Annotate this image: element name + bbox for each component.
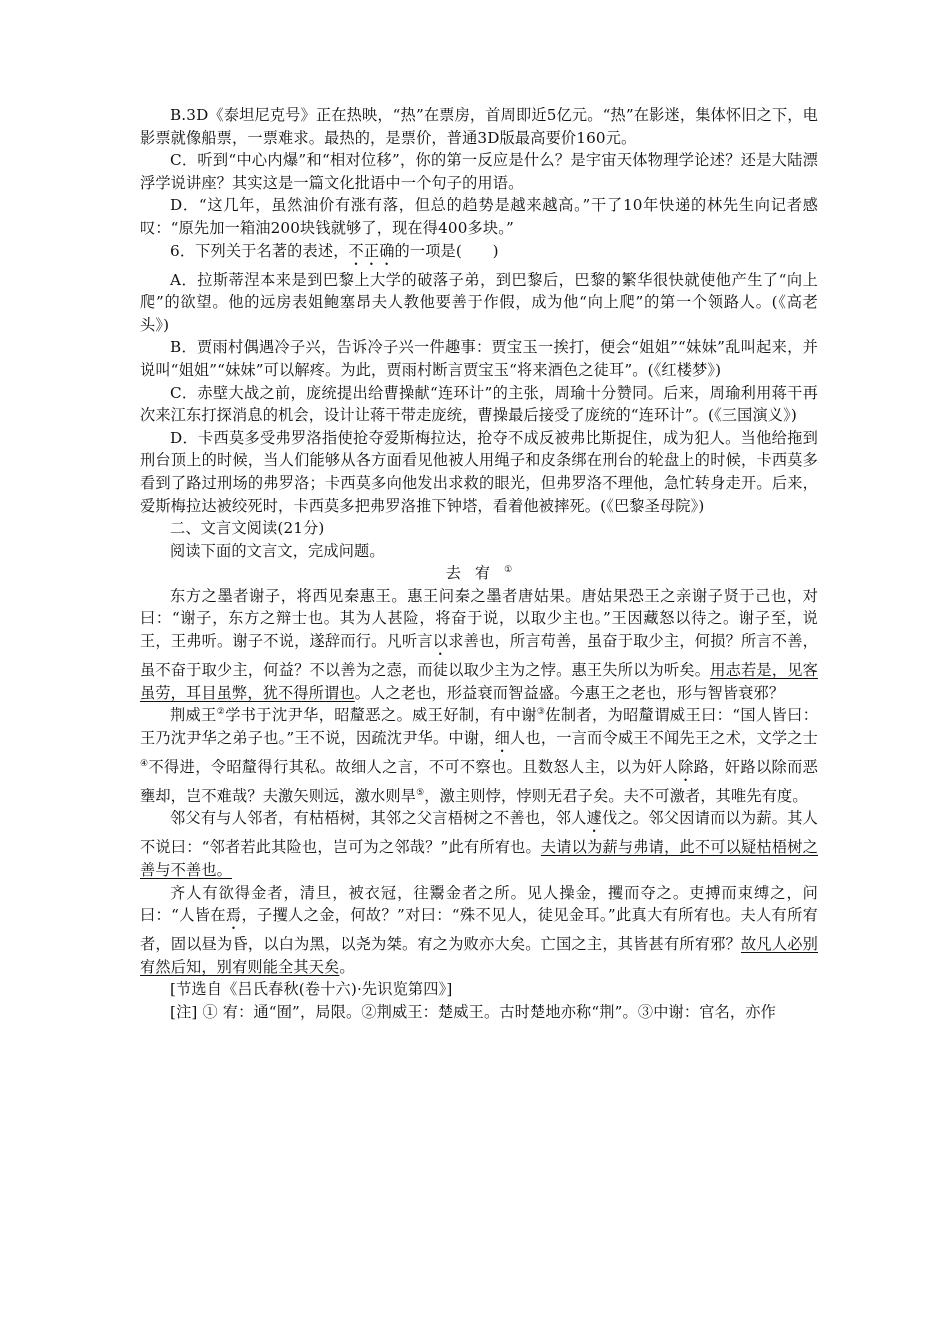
- instruction: 阅读下面的文言文，完成问题。: [170, 541, 385, 560]
- q6-stem: 6．下列关于名著的表述，不正确的一项是( ): [170, 241, 499, 260]
- passage-para-2: 荆威王②学书于沈尹华，昭釐恶之。威王好制，有中谢③佐制者，为昭釐谓威王曰：“国人皆曰：王乃沈尹华之弟子也。”王不说，因疏沈尹华。中谢，细人也，一言而令威王不闻先王之术，文学之士④不得进，令昭釐得行其私。故细人之言，不可不察也。且数怒人主，以为奸人除路，奸路以除而恶壅却，岂不难哉？夫激矢则远，激水则旱⑤，激主则悖，悖则无君子矣。夫不可激者，其唯先有度。: [140, 706, 819, 805]
- q6-option-c: C．赤壁大战之前，庞统提出给曹操献“连环计”的主张，周瑜十分赞同。后来，周瑜利用蒋干再次来江东打探消息的机会，设计让蒋干带走庞统，曹操最后接受了庞统的“连环计”。(《三国演义》): [140, 383, 818, 425]
- emphasis-dot-text: 不正确: [348, 241, 395, 260]
- source-citation: [节选自《吕氏春秋(卷十六)·先识览第四》]: [170, 980, 453, 999]
- footnote-ref: ①: [504, 565, 513, 576]
- q6-option-d: D．卡西莫多受弗罗洛指使抢夺爱斯梅拉达，抢夺不成反被弗比斯捉住，成为犯人。当他给拖到刑台顶上的时候，当人们能够从各方面看见他被人用绳子和皮条绑在刑台的轮盘上的时候，卡西莫多看到了路过刑场的弗罗洛；卡西莫多向他发出求救的眼光，但弗罗洛不理他，急忙转身走开。后来，爱斯梅拉达被绞死时，卡西莫多把弗罗洛推下钟塔，看着他被摔死。(《巴黎圣母院》): [140, 428, 818, 515]
- underlined-sentence: 夫请以为薪与弗请，此不可以疑枯梧树之善与不善也。: [140, 838, 818, 880]
- q5-option-b: B.3D《泰坦尼克号》正在热映，“热”在票房，首周即近5亿元。“热”在影迷，集体怀旧之下，电影票就像船票，一票难求。最热的，是票价，普通3D版最高要价160元。: [140, 106, 818, 147]
- passage-title: 去宥①: [445, 564, 513, 583]
- passage-para-3: 邻父有与人邻者，有枯梧树，其邻之父言梧树之不善也，邻人遽伐之。邻父因请而以为薪。其人不说曰：“邻者若此其险也，岂可为之邻哉？”此有所宥也。夫请以为薪与弗请，此不可以疑枯梧树之善与不善也。: [140, 809, 818, 880]
- section-heading: 二、文言文阅读(21分): [170, 519, 325, 538]
- underlined-sentence: 故凡人必别宥然后知，别宥则能全其天矣: [140, 935, 818, 976]
- passage-para-4: 齐人有欲得金者，清旦，被衣冠，往鬻金者之所。见人操金，攫而夺之。吏搏而束缚之，问曰：“人皆在焉，子攫人之金，何故？”对曰：“殊不见人，徒见金耳。”此真大有所宥也。夫人有所宥者，固以昼为昏，以白为黑，以尧为桀。宥之为败亦大矣。亡国之主，其皆甚有所宥邪？故凡人必别宥然后知，别宥则能全其天矣。: [140, 883, 818, 976]
- q5-option-c: C．听到“中心内爆”和“相对位移”，你的第一反应是什么？是宇宙天体物理学论述？还是大陆漂浮学说讲座？其实这是一篇文化批语中一个句子的用语。: [140, 151, 818, 192]
- footnotes: [注] ① 宥：通“囿”，局限。②荆威王：楚威王。古时楚地亦称“荆”。③中谢：官名，亦作: [170, 1003, 776, 1021]
- q5-option-d: D．“这几年，虽然油价有涨有落，但总的趋势是越来越高。”干了10年快递的林先生向记者感叹：“原先加一箱油200块钱就够了，现在得400多块。”: [140, 196, 818, 237]
- q6-option-a: A．拉斯蒂涅本来是到巴黎上大学的破落子弟，到巴黎后，巴黎的繁华很快就使他产生了“向上爬”的欲望。他的远房表姐鲍塞昂夫人教他要善于作假，成为他“向上爬”的第一个领路人。(《高老头》): [140, 270, 818, 334]
- q6-option-b: B．贾雨村偶遇冷子兴，告诉冷子兴一件趣事：贾宝玉一挨打，便会“姐姐”“妹妹”乱叫起来，并说叫“姐姐”“妹妹”可以解疼。为此，贾雨村断言贾宝玉“将来酒色之徒耳”。(《红楼梦》): [140, 338, 818, 379]
- underlined-sentence: 用志若是，见客虽劳，耳目虽弊，犹不得所谓也: [140, 661, 818, 702]
- passage-para-1: 东方之墨者谢子，将西见秦惠王。惠王问秦之墨者唐姑果。唐姑果恐王之亲谢子贤于己也，对曰：“谢子，东方之辩士也。其为人甚险，将奋于说，以取少主也。”王因藏怒以待之。谢子至，说王，王弗听。谢子不说，遂辞而行。凡听言以求善也，所言苟善，虽奋于取少主，何损？所言不善，虽不奋于取少主，何益？不以善为之悫，而徒以取少主为之悖。惠王失所以为听矣。用志若是，见客虽劳，耳目虽弊，犹不得所谓也。人之老也，形益衰而智益盛。今惠王之老也，形与智皆衰邪？: [140, 586, 818, 702]
- document-page: [140, 104, 818, 1024]
